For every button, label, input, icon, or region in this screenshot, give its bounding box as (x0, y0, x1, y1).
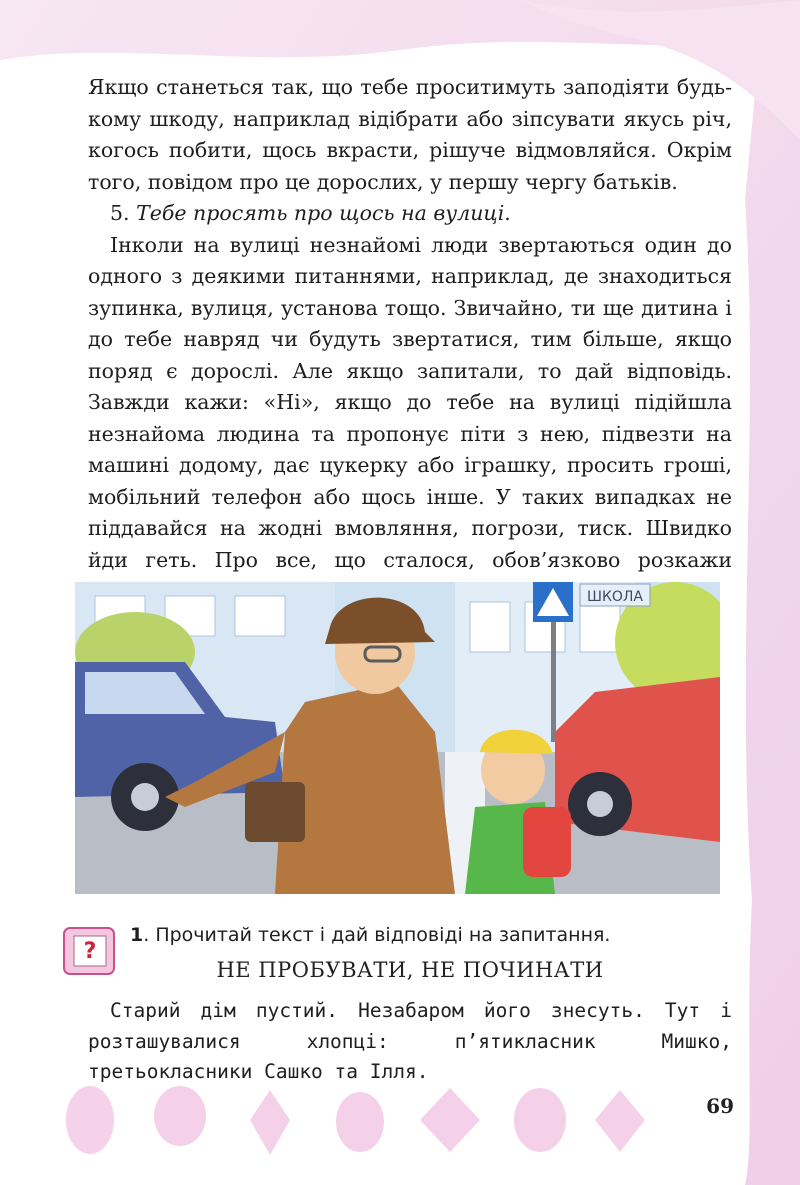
story-paragraph: Старий дім пустий. Незабаром його знесуть. Тут і розташувалися хлопці: п’ятикласник Мишко, третьокласники Сашко та Ілля. (88, 999, 732, 1083)
street-illustration (75, 582, 720, 894)
item-number: 5. (110, 201, 130, 225)
leaf-decoration-icon (60, 1080, 660, 1160)
school-sign-text: ШКОЛА (586, 589, 644, 605)
task-text: . Прочитай текст і дай відповіді на запитання. (143, 924, 611, 946)
task-instruction (130, 924, 730, 946)
page-number: 69 (706, 1094, 734, 1118)
story-title: НЕ ПРОБУВАТИ, НЕ ПОЧИНАТИ (216, 958, 604, 982)
task-number: 1 (130, 924, 144, 946)
paragraph-2 (88, 198, 732, 230)
paragraph-3: Інколи на вулиці незнайомі люди звертаються один до одного з деякими питаннями, наприклад, де знаходиться зупинка, вулиця, установа тощо. Звичайно, ти ще дитина і до тебе навряд чи будуть звертатися, тим більше, якщо поряд є дорослі. Але якщо запитали, то дай відповідь. Завжди кажи: «Ні», якщо до тебе на вулиці підійшла незнайома людина та пропонує піти з нею, підвезти на машині додому, дає цукерку або іграшку, просить гроші, мобільний телефон або щось інше. У таких випадках не піддавайся на жодні вмовляння, погрози, тиск. Швидко йди геть. Про все, що сталося, обов’язково розкажи (88, 232, 732, 572)
item-title: Тебе просять про щось на вулиці. (136, 201, 511, 225)
svg-text:?: ? (83, 939, 97, 964)
story-body (88, 996, 732, 1088)
paragraph-1: Якщо станеться так, що тебе проситимуть заподіяти будь-кому шкоду, наприклад відібрати або зіпсувати якусь річ, когось побити, щось вкрасти, рішуче відмовляйся. Окрім того, повідом про це дорослих, у першу чергу батьків. (88, 75, 732, 194)
body-text-top (88, 72, 732, 608)
